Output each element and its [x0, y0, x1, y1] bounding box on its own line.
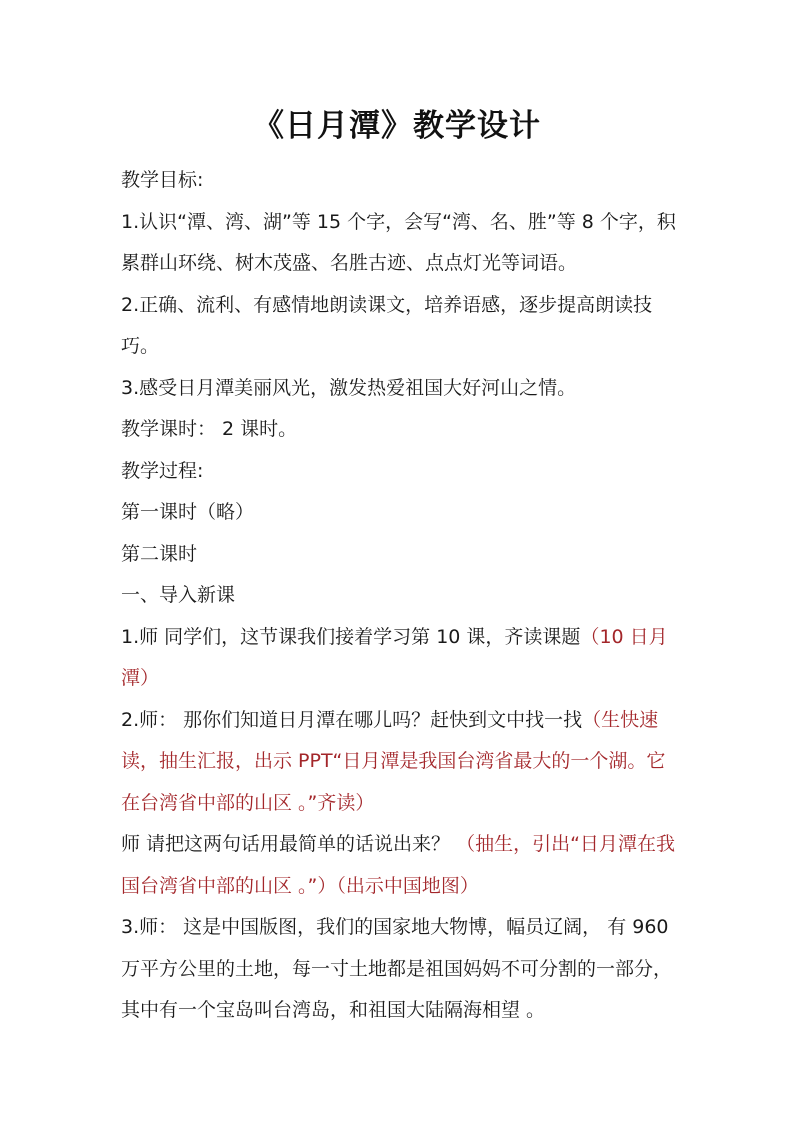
paragraph-text: 1.认识“潭、湾、湖”等 15 个字，会写“湾、名、胜”等 8 个字，积累群山环绕、树木茂盛、名胜古迹、点点灯光等词语。	[121, 210, 676, 274]
lesson-one-heading	[121, 492, 677, 534]
paragraph-text: 教学过程:	[121, 459, 204, 482]
document-title: 《日月潭》教学设计	[253, 108, 541, 144]
paragraph-text: 第一课时（略）	[121, 501, 255, 523]
paragraph-text: 一、导入新课	[121, 584, 236, 606]
class-hours	[121, 409, 677, 451]
teacher-prompt	[121, 824, 677, 907]
objective-item-2	[121, 285, 677, 368]
objective-item-1	[121, 202, 677, 285]
teacher-annotation: （生快速读，抽生汇报，出示 PPT“日月潭是我国台湾省最大的一个湖。它在台湾省中部的山区 。”齐读）	[121, 708, 666, 814]
document-body	[121, 160, 677, 1032]
paragraph-text: 教学课时： 2 课时。	[121, 418, 298, 440]
lesson-two-heading	[121, 534, 677, 576]
paragraph-text: 3.师： 这是中国版图，我们的国家地大物博，幅员辽阔， 有 960 万平方公里的土地，每一寸土地都是祖国妈妈不可分割的一部分，其中有一个宝岛叫台湾岛，和祖国大陆隔海相望 。	[121, 916, 673, 1021]
objective-item-3	[121, 368, 677, 410]
paragraph-text: 教学目标:	[121, 169, 204, 191]
teacher-annotation: （10 日月潭）	[121, 625, 668, 689]
section-heading-process	[121, 451, 677, 493]
step-item-3	[121, 907, 677, 1032]
step-heading-intro	[121, 575, 677, 617]
paragraph-text: 2.正确、流利、有感情地朗读课文，培养语感，逐步提高朗读技巧。	[121, 293, 653, 357]
paragraph-text: 2.师： 那你们知道日月潭在哪儿吗？赶快到文中找一找	[121, 708, 583, 731]
section-heading-objectives	[121, 160, 677, 202]
paragraph-text: 3.感受日月潭美丽风光，激发热爱祖国大好河山之情。	[121, 376, 577, 399]
paragraph-text: 1.师 同学们，这节课我们接着学习第 10 课，齐读课题	[121, 625, 581, 648]
step-item-1	[121, 617, 677, 700]
step-item-2	[121, 700, 677, 825]
paragraph-text: 师 请把这两句话用最简单的话说出来？	[121, 833, 457, 855]
teacher-annotation: （抽生，引出“日月潭在我国台湾省中部的山区 。”）（出示中国地图）	[121, 833, 675, 897]
paragraph-text: 第二课时	[121, 542, 198, 565]
